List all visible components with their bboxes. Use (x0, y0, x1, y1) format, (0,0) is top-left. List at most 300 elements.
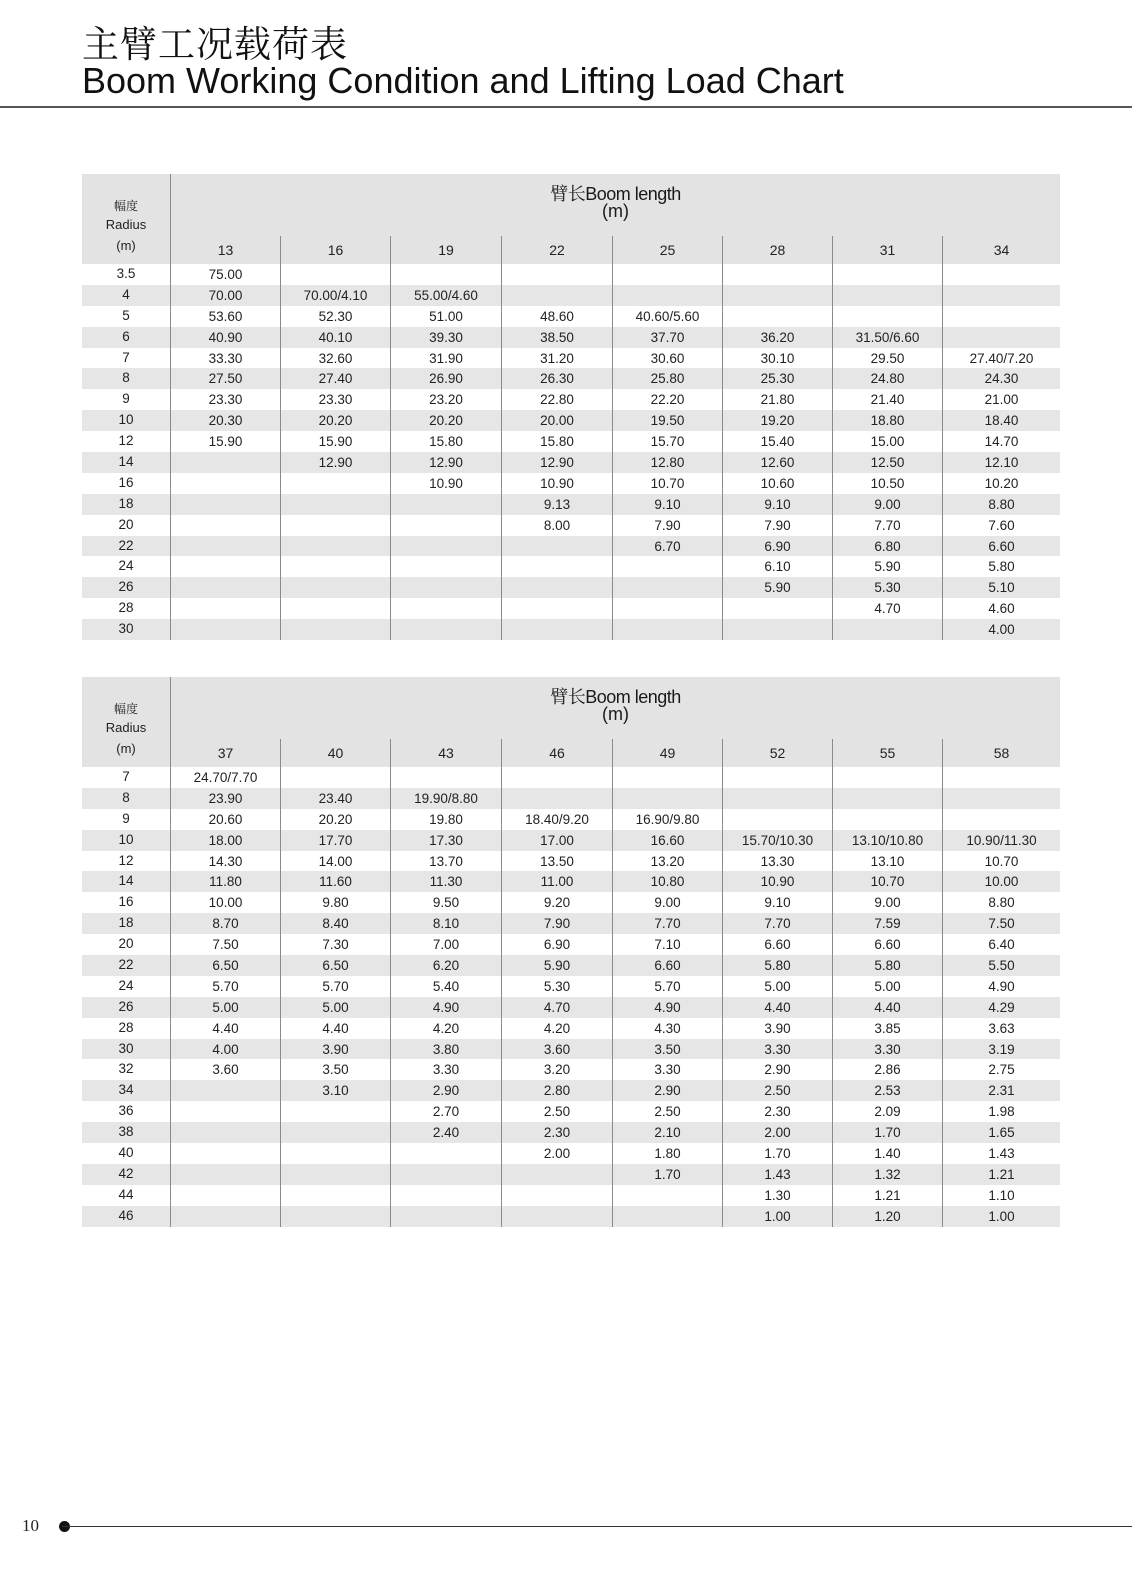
load-value-cell (501, 1206, 612, 1227)
table-header (82, 677, 1060, 767)
table-row (82, 452, 1060, 473)
radius-unit: (m) (116, 238, 136, 253)
load-value-cell (390, 264, 501, 285)
radius-cell: 7 (122, 769, 130, 784)
radius-cell: 20 (118, 516, 134, 532)
load-value-cell (501, 1164, 612, 1185)
load-value-cell: 1.00 (942, 1206, 1060, 1227)
load-value-cell (501, 264, 612, 285)
load-value-cell: 21.00 (942, 389, 1060, 410)
radius-cell: 6 (122, 328, 130, 344)
table-row (82, 1080, 1060, 1101)
table-row (82, 809, 1060, 830)
load-value-cell: 23.30 (280, 389, 390, 410)
load-value-cell (612, 788, 722, 809)
table-row (82, 1101, 1060, 1122)
load-value-cell: 5.90 (832, 556, 942, 577)
load-value-cell: 8.70 (170, 913, 280, 934)
load-value-cell (501, 556, 612, 577)
load-value-cell: 10.90 (501, 473, 612, 494)
load-value-cell: 5.90 (501, 955, 612, 976)
load-value-cell: 4.20 (501, 1018, 612, 1039)
load-value-cell: 3.85 (832, 1018, 942, 1039)
page-title-chinese: 主臂工况载荷表 (82, 23, 348, 66)
load-value-cell: 11.00 (501, 871, 612, 892)
load-value-cell: 27.40 (280, 368, 390, 389)
load-value-cell: 55.00/4.60 (390, 285, 501, 306)
table-row (82, 767, 1060, 788)
load-value-cell (942, 809, 1060, 830)
load-value-cell: 3.90 (722, 1018, 832, 1039)
table-row (82, 348, 1060, 369)
radius-cell: 8 (122, 789, 130, 805)
load-value-cell: 29.50 (832, 348, 942, 369)
load-value-cell: 6.20 (390, 955, 501, 976)
radius-cell: 46 (118, 1207, 134, 1223)
load-value-cell: 10.60 (722, 473, 832, 494)
load-value-cell: 2.10 (612, 1122, 722, 1143)
table-row (82, 536, 1060, 557)
load-value-cell (722, 285, 832, 306)
load-value-cell: 12.10 (942, 452, 1060, 473)
load-value-cell: 2.00 (501, 1143, 612, 1164)
boom-length-header-cell: 52 (722, 739, 832, 767)
load-value-cell: 2.50 (612, 1101, 722, 1122)
load-value-cell: 7.90 (612, 515, 722, 536)
load-value-cell (170, 598, 280, 619)
load-value-cell: 18.40/9.20 (501, 809, 612, 830)
load-value-cell: 27.50 (170, 368, 280, 389)
load-chart-table-1 (82, 174, 1060, 640)
radius-cell: 16 (118, 474, 134, 490)
load-value-cell: 12.90 (501, 452, 612, 473)
load-value-cell: 19.80 (390, 809, 501, 830)
boom-length-header-cell: 22 (501, 236, 612, 264)
load-value-cell: 3.30 (390, 1059, 501, 1080)
load-value-cell (942, 264, 1060, 285)
load-value-cell (170, 1143, 280, 1164)
radius-cell: 38 (118, 1124, 134, 1140)
table-row (82, 1122, 1060, 1143)
table-row (82, 934, 1060, 955)
load-value-cell: 10.80 (612, 871, 722, 892)
table-row (82, 431, 1060, 452)
load-chart-table-2 (82, 677, 1060, 1227)
load-value-cell: 6.60 (942, 536, 1060, 557)
load-value-cell: 7.00 (390, 934, 501, 955)
load-value-cell: 2.86 (832, 1059, 942, 1080)
load-value-cell: 6.80 (832, 536, 942, 557)
load-value-cell: 19.90/8.80 (390, 788, 501, 809)
load-value-cell: 53.60 (170, 306, 280, 327)
load-value-cell: 6.60 (832, 934, 942, 955)
load-value-cell: 9.00 (612, 892, 722, 913)
load-value-cell: 23.90 (170, 788, 280, 809)
load-value-cell: 4.90 (942, 976, 1060, 997)
load-value-cell: 26.30 (501, 368, 612, 389)
load-value-cell (612, 1185, 722, 1206)
load-value-cell: 10.90 (390, 473, 501, 494)
table-row (82, 1018, 1060, 1039)
load-value-cell (832, 619, 942, 640)
load-value-cell (280, 767, 390, 788)
load-value-cell: 15.40 (722, 431, 832, 452)
load-value-cell: 8.80 (942, 494, 1060, 515)
boom-length-unit: (m) (602, 201, 629, 221)
load-value-cell: 7.70 (612, 913, 722, 934)
boom-length-header-cell: 16 (280, 236, 390, 264)
load-value-cell: 3.20 (501, 1059, 612, 1080)
load-value-cell: 1.80 (612, 1143, 722, 1164)
table-row (82, 285, 1060, 306)
load-value-cell: 19.20 (722, 410, 832, 431)
load-value-cell: 23.40 (280, 788, 390, 809)
load-value-cell: 6.60 (612, 955, 722, 976)
boom-length-title: 臂长Boom length (550, 184, 681, 204)
load-value-cell: 9.10 (722, 494, 832, 515)
load-value-cell (722, 306, 832, 327)
load-value-cell (390, 556, 501, 577)
radius-cell: 30 (118, 1040, 134, 1056)
radius-cell: 14 (118, 454, 134, 470)
load-value-cell (612, 556, 722, 577)
boom-length-header-cell: 28 (722, 236, 832, 264)
load-value-cell: 20.60 (170, 809, 280, 830)
load-value-cell (170, 1101, 280, 1122)
load-value-cell: 40.60/5.60 (612, 306, 722, 327)
load-value-cell (280, 473, 390, 494)
load-value-cell (612, 1206, 722, 1227)
load-value-cell: 10.90 (722, 871, 832, 892)
load-value-cell: 1.98 (942, 1101, 1060, 1122)
load-value-cell: 30.10 (722, 348, 832, 369)
load-value-cell: 1.00 (722, 1206, 832, 1227)
load-value-cell: 9.80 (280, 892, 390, 913)
load-value-cell (390, 577, 501, 598)
radius-cell: 9 (122, 810, 130, 826)
load-value-cell (722, 809, 832, 830)
load-value-cell: 4.30 (612, 1018, 722, 1039)
title-divider (0, 106, 1132, 108)
load-value-cell (280, 1185, 390, 1206)
load-value-cell: 70.00 (170, 285, 280, 306)
load-value-cell: 9.50 (390, 892, 501, 913)
load-value-cell: 3.30 (612, 1059, 722, 1080)
load-value-cell (390, 1143, 501, 1164)
radius-cell: 26 (118, 998, 134, 1014)
load-value-cell (280, 1206, 390, 1227)
load-value-cell (832, 285, 942, 306)
table-row (82, 955, 1060, 976)
load-value-cell: 5.00 (832, 976, 942, 997)
load-value-cell: 75.00 (170, 264, 280, 285)
radius-label-chinese: 幅度 (113, 199, 138, 213)
radius-cell: 40 (118, 1145, 134, 1161)
load-value-cell: 22.80 (501, 389, 612, 410)
boom-length-unit: (m) (602, 704, 629, 724)
load-value-cell: 2.53 (832, 1080, 942, 1101)
load-value-cell: 20.20 (280, 809, 390, 830)
load-value-cell: 17.30 (390, 830, 501, 851)
table-row (82, 473, 1060, 494)
load-value-cell: 10.70 (832, 871, 942, 892)
load-value-cell: 3.60 (501, 1039, 612, 1060)
load-value-cell: 4.40 (170, 1018, 280, 1039)
load-value-cell: 1.10 (942, 1185, 1060, 1206)
load-value-cell (501, 619, 612, 640)
load-value-cell (390, 767, 501, 788)
load-value-cell (942, 788, 1060, 809)
load-value-cell: 27.40/7.20 (942, 348, 1060, 369)
load-value-cell (280, 598, 390, 619)
load-value-cell: 6.50 (170, 955, 280, 976)
load-value-cell (170, 1185, 280, 1206)
load-value-cell (722, 619, 832, 640)
radius-cell: 9 (122, 391, 130, 407)
load-value-cell: 10.00 (942, 871, 1060, 892)
load-value-cell: 21.40 (832, 389, 942, 410)
load-value-cell (390, 1164, 501, 1185)
radius-cell: 7 (122, 349, 130, 365)
load-value-cell: 1.30 (722, 1185, 832, 1206)
load-value-cell (390, 598, 501, 619)
table-row (82, 997, 1060, 1018)
load-value-cell (501, 767, 612, 788)
load-value-cell: 31.20 (501, 348, 612, 369)
load-value-cell: 25.80 (612, 368, 722, 389)
load-value-cell: 18.00 (170, 830, 280, 851)
load-value-cell: 8.40 (280, 913, 390, 934)
table-row (82, 1143, 1060, 1164)
load-value-cell: 7.30 (280, 934, 390, 955)
table-row (82, 1039, 1060, 1060)
radius-cell: 16 (118, 894, 134, 910)
load-value-cell: 14.30 (170, 851, 280, 872)
boom-length-header-cell: 13 (170, 236, 280, 264)
load-value-cell (170, 515, 280, 536)
load-value-cell: 4.90 (390, 997, 501, 1018)
load-value-cell (280, 264, 390, 285)
table-row (82, 851, 1060, 872)
load-value-cell: 12.60 (722, 452, 832, 473)
load-value-cell: 15.80 (501, 431, 612, 452)
load-value-cell: 9.00 (832, 494, 942, 515)
load-value-cell (280, 577, 390, 598)
radius-cell: 18 (118, 915, 134, 931)
load-value-cell (942, 306, 1060, 327)
load-value-cell (612, 619, 722, 640)
load-value-cell (280, 1164, 390, 1185)
load-value-cell: 15.90 (170, 431, 280, 452)
radius-cell: 20 (118, 936, 134, 952)
load-value-cell: 5.00 (170, 997, 280, 1018)
load-value-cell (390, 494, 501, 515)
load-value-cell: 3.63 (942, 1018, 1060, 1039)
radius-cell: 22 (118, 957, 134, 973)
load-value-cell: 2.40 (390, 1122, 501, 1143)
load-value-cell: 5.00 (722, 976, 832, 997)
load-value-cell (832, 788, 942, 809)
load-value-cell: 13.10 (832, 851, 942, 872)
table-row (82, 494, 1060, 515)
load-value-cell: 5.80 (942, 556, 1060, 577)
load-value-cell: 24.30 (942, 368, 1060, 389)
boom-length-header-cell: 40 (280, 739, 390, 767)
load-value-cell: 2.70 (390, 1101, 501, 1122)
load-value-cell: 1.70 (832, 1122, 942, 1143)
radius-cell: 28 (118, 600, 134, 616)
load-value-cell: 6.70 (612, 536, 722, 557)
load-value-cell (832, 264, 942, 285)
load-value-cell (612, 598, 722, 619)
load-value-cell: 7.90 (722, 515, 832, 536)
boom-length-header-cell: 43 (390, 739, 501, 767)
load-value-cell: 18.80 (832, 410, 942, 431)
page-number: 10 (22, 1516, 39, 1535)
load-value-cell: 1.20 (832, 1206, 942, 1227)
load-value-cell: 7.70 (832, 515, 942, 536)
load-value-cell: 1.43 (722, 1164, 832, 1185)
radius-cell: 12 (118, 433, 134, 449)
load-value-cell: 26.90 (390, 368, 501, 389)
radius-cell: 34 (118, 1082, 134, 1098)
load-value-cell: 15.90 (280, 431, 390, 452)
load-value-cell (942, 767, 1060, 788)
load-value-cell: 4.70 (832, 598, 942, 619)
load-value-cell: 3.60 (170, 1059, 280, 1080)
load-value-cell (612, 285, 722, 306)
radius-cell: 14 (118, 873, 134, 889)
load-value-cell: 8.80 (942, 892, 1060, 913)
load-value-cell: 30.60 (612, 348, 722, 369)
radius-cell: 32 (118, 1061, 134, 1077)
load-value-cell (170, 1164, 280, 1185)
table-row (82, 515, 1060, 536)
load-value-cell: 1.32 (832, 1164, 942, 1185)
load-value-cell: 51.00 (390, 306, 501, 327)
load-value-cell (832, 306, 942, 327)
load-value-cell: 40.10 (280, 327, 390, 348)
radius-unit: (m) (116, 741, 136, 756)
load-value-cell: 4.00 (170, 1039, 280, 1060)
load-value-cell (612, 577, 722, 598)
load-value-cell: 20.00 (501, 410, 612, 431)
load-value-cell: 14.00 (280, 851, 390, 872)
radius-column-header (82, 174, 170, 264)
load-value-cell: 5.80 (832, 955, 942, 976)
boom-length-row (170, 236, 1060, 264)
table-row (82, 1185, 1060, 1206)
table-row (82, 368, 1060, 389)
table-row (82, 264, 1060, 285)
load-value-cell: 21.80 (722, 389, 832, 410)
load-value-cell: 20.30 (170, 410, 280, 431)
radius-cell: 36 (118, 1103, 134, 1119)
load-value-cell: 4.00 (942, 619, 1060, 640)
load-value-cell (722, 767, 832, 788)
load-value-cell: 70.00/4.10 (280, 285, 390, 306)
load-value-cell: 12.80 (612, 452, 722, 473)
table-row (82, 598, 1060, 619)
load-value-cell: 15.00 (832, 431, 942, 452)
load-value-cell: 7.59 (832, 913, 942, 934)
load-value-cell: 12.50 (832, 452, 942, 473)
radius-cell: 4 (122, 286, 130, 302)
load-value-cell: 10.70 (612, 473, 722, 494)
load-value-cell: 4.40 (832, 997, 942, 1018)
footer-divider (62, 1526, 1132, 1527)
radius-cell: 12 (118, 852, 134, 868)
load-value-cell: 5.00 (280, 997, 390, 1018)
radius-cell: 3.5 (116, 266, 136, 281)
radius-cell: 24 (118, 977, 134, 993)
load-value-cell: 5.50 (942, 955, 1060, 976)
load-value-cell: 2.30 (722, 1101, 832, 1122)
load-value-cell (722, 264, 832, 285)
table-row (82, 327, 1060, 348)
load-value-cell: 5.70 (170, 976, 280, 997)
load-value-cell: 13.20 (612, 851, 722, 872)
table-row (82, 619, 1060, 640)
load-value-cell: 10.50 (832, 473, 942, 494)
boom-length-header (170, 174, 1060, 236)
radius-cell: 42 (118, 1165, 134, 1181)
table-row (82, 1206, 1060, 1227)
load-value-cell: 1.40 (832, 1143, 942, 1164)
load-value-cell: 5.30 (832, 577, 942, 598)
load-value-cell: 23.20 (390, 389, 501, 410)
load-value-cell: 17.70 (280, 830, 390, 851)
boom-length-header-cell: 31 (832, 236, 942, 264)
load-value-cell: 4.20 (390, 1018, 501, 1039)
load-value-cell: 7.10 (612, 934, 722, 955)
load-value-cell: 4.70 (501, 997, 612, 1018)
load-value-cell: 10.70 (942, 851, 1060, 872)
load-value-cell (170, 556, 280, 577)
load-value-cell: 6.40 (942, 934, 1060, 955)
radius-cell: 5 (122, 307, 130, 323)
load-value-cell: 9.20 (501, 892, 612, 913)
table-row (82, 389, 1060, 410)
table-header (82, 174, 1060, 264)
table-row (82, 556, 1060, 577)
load-value-cell (390, 1185, 501, 1206)
radius-cell: 30 (118, 621, 134, 637)
load-value-cell: 7.60 (942, 515, 1060, 536)
boom-length-header-cell: 49 (612, 739, 722, 767)
load-value-cell: 2.50 (722, 1080, 832, 1101)
load-value-cell: 33.30 (170, 348, 280, 369)
table-row (82, 913, 1060, 934)
load-value-cell: 3.30 (832, 1039, 942, 1060)
load-value-cell (170, 1206, 280, 1227)
boom-length-header-cell: 46 (501, 739, 612, 767)
load-value-cell: 4.29 (942, 997, 1060, 1018)
load-value-cell: 3.19 (942, 1039, 1060, 1060)
load-value-cell: 4.60 (942, 598, 1060, 619)
load-value-cell: 6.60 (722, 934, 832, 955)
radius-label-chinese: 幅度 (113, 702, 138, 716)
load-value-cell: 5.30 (501, 976, 612, 997)
load-value-cell (832, 809, 942, 830)
load-value-cell (170, 577, 280, 598)
load-value-cell (280, 1101, 390, 1122)
boom-length-title: 臂长Boom length (550, 687, 681, 707)
load-value-cell: 7.50 (942, 913, 1060, 934)
load-value-cell: 6.90 (722, 536, 832, 557)
table-row (82, 306, 1060, 327)
load-value-cell: 4.40 (722, 997, 832, 1018)
